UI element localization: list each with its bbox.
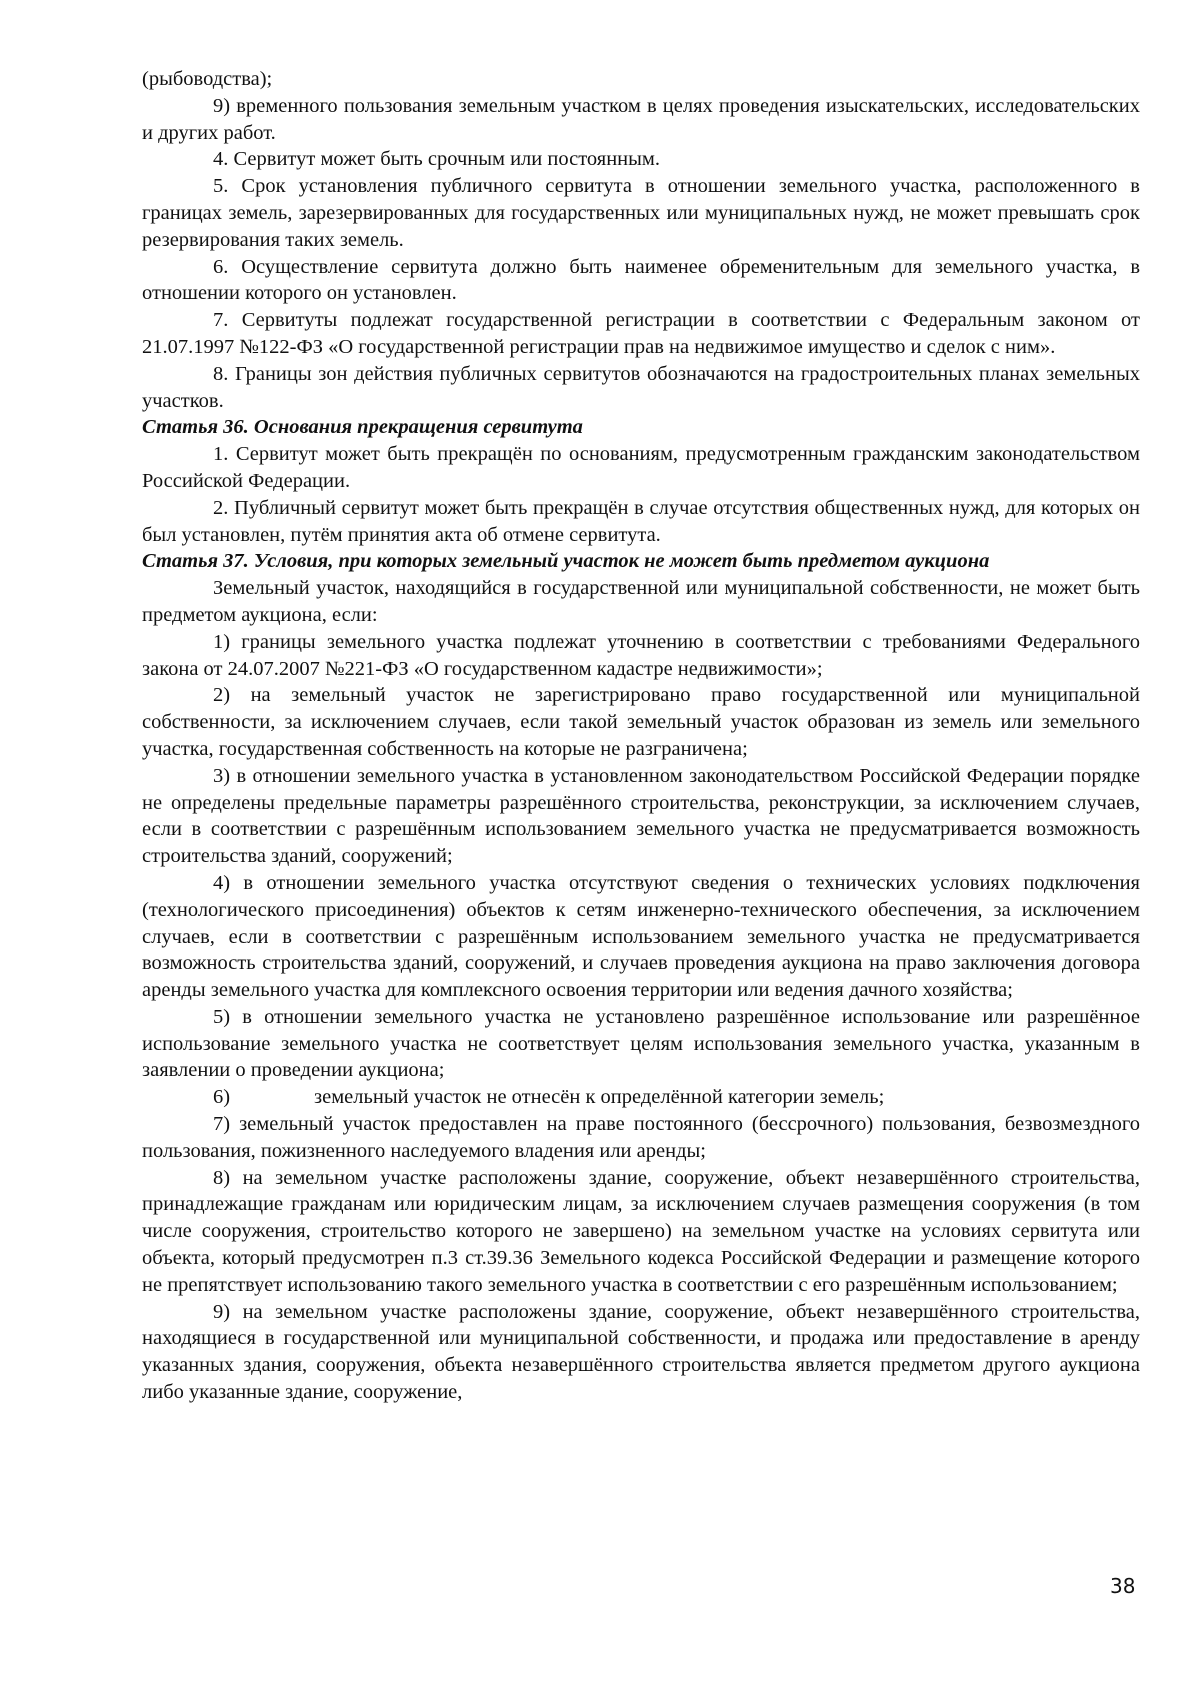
- page-number: 38: [1110, 1574, 1136, 1598]
- paragraph-article-37-item-4: 4) в отношении земельного участка отсутствуют сведения о технических условиях подключения (технологического присоединения) объектов к сетям инженерно-технического обеспечения, за исключением случаев, если в соответствии с разрешённым использованием земельного участка не предусматривается возможность строительства зданий, сооружений, и случаев проведения аукциона на право заключения договора аренды земельного участка для комплексного освоения территории или ведения дачного хозяйства;: [142, 871, 1140, 1002]
- paragraph-article-37-item-3: 3) в отношении земельного участка в установленном законодательством Российской Федерации порядке не определены предельные параметры разрешённого строительства, реконструкции, за исключением случаев, если в соответствии с разрешённым использованием земельного участка не предусматривается возможность строительства зданий, сооружений;: [142, 764, 1140, 868]
- paragraph-article-37-item-9: 9) на земельном участке расположены здание, сооружение, объект незавершённого строительства, находящиеся в государственной или муниципальной собственности, и продажа или предоставление в аренду указанных здания, сооружения, объекта незавершённого строительства является предметом другого аукциона либо указанные здание, сооружение,: [142, 1300, 1140, 1404]
- document-page: [142, 66, 1140, 1406]
- paragraph-clause-5: 5. Срок установления публичного сервитута в отношении земельного участка, расположенного в границах земель, зарезервированных для государственных или муниципальных нужд, не может превышать срок резервирования таких земель.: [142, 175, 1140, 251]
- paragraph-article-37-item-7: 7) земельный участок предоставлен на праве постоянного (бессрочного) пользования, безвозмездного пользования, пожизненного наследуемого владения или аренды;: [142, 1113, 1140, 1162]
- paragraph-item-9-survey-works: 9) временного пользования земельным участком в целях проведения изыскательских, исследовательских и других работ.: [142, 94, 1140, 144]
- paragraph-article-37-item-6: [142, 1084, 1140, 1111]
- article-37-heading: Статья 37. Условия, при которых земельный участок не может быть предметом аукциона: [142, 550, 990, 573]
- paragraph-continuation: (рыбоводства);: [142, 68, 273, 90]
- paragraph-article-37-item-5: 5) в отношении земельного участка не установлено разрешённое использование или разрешённое использование земельного участка не соответствует целям использования земельного участка, указанным в заявлении о проведении аукциона;: [142, 1005, 1140, 1082]
- paragraph-article-37-item-1: 1) границы земельного участка подлежат уточнению в соответствии с требованиями Федерального закона от 24.07.2007 №221-ФЗ «О государственном кадастре недвижимости»;: [142, 630, 1140, 680]
- paragraph-article-36-clause-1: 1. Сервитут может быть прекращён по основаниям, предусмотренным гражданским законодательством Российской Федерации.: [142, 443, 1140, 492]
- paragraph-article-37-intro: Земельный участок, находящийся в государственной или муниципальной собственности, не может быть предметом аукциона, если:: [142, 577, 1140, 626]
- paragraph-clause-4: 4. Сервитут может быть срочным или постоянным.: [213, 148, 661, 171]
- paragraph-clause-6: 6. Осуществление сервитута должно быть наименее обременительным для земельного участка, в отношении которого он установлен.: [142, 255, 1140, 305]
- paragraph-article-37-item-2: 2) на земельный участок не зарегистрировано право государственной или муниципальной собственности, за исключением случаев, если такой земельный участок образован из земель или земельного участка, государственная собственность на которые не разграничена;: [142, 684, 1140, 760]
- item-6-text: земельный участок не отнесён к определённой категории земель;: [314, 1086, 885, 1109]
- paragraph-clause-8: 8. Границы зон действия публичных сервитутов обозначаются на градостроительных планах земельных участков.: [142, 362, 1140, 412]
- paragraph-article-36-clause-2: 2. Публичный сервитут может быть прекращён в случае отсутствия общественных нужд, для которых он был установлен, путём принятия акта об отмене сервитута.: [142, 496, 1140, 546]
- paragraph-article-37-item-8: 8) на земельном участке расположены здание, сооружение, объект незавершённого строительства, принадлежащие гражданам или юридическим лицам, за исключением случаев размещения сооружения (в том числе сооружения, строительство которого не завершено) на земельном участке на условиях сервитута или объекта, который предусмотрен п.3 ст.39.36 Земельного кодекса Российской Федерации и размещение которого не препятствует использованию такого земельного участка в соответствии с его разрешённым использованием;: [142, 1166, 1140, 1296]
- item-6-number: 6): [213, 1086, 231, 1109]
- article-36-heading: Статья 36. Основания прекращения сервитута: [142, 416, 583, 439]
- paragraph-clause-7: 7. Сервитуты подлежат государственной регистрации в соответствии с Федеральным законом от 21.07.1997 №122-ФЗ «О государственной регистрации прав на недвижимое имущество и сделок с ним».: [142, 309, 1140, 358]
